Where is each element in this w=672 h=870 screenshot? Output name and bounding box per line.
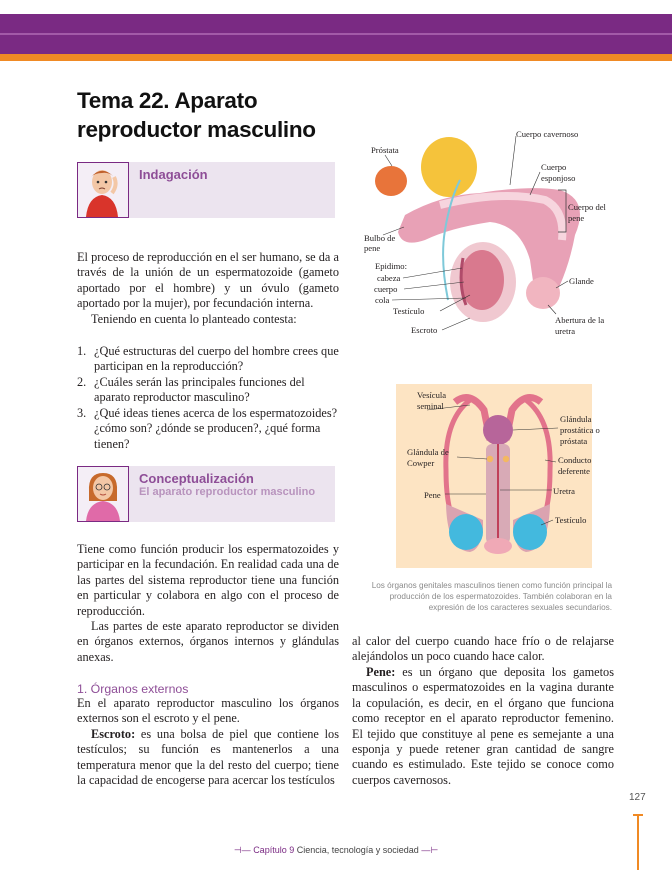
section-heading-organos-externos: 1. Órganos externos <box>77 682 189 696</box>
glans-shape <box>484 538 512 554</box>
label-testiculo: Testículo <box>393 306 425 316</box>
testis-right-shape <box>513 514 547 550</box>
label-conducto-deferente: Conducto <box>558 455 592 465</box>
label-cuerpo-cavernoso: Cuerpo cavernoso <box>516 129 579 139</box>
figure-caption: Los órganos genitales masculinos tienen como función principal la producción de los espermatozoides. También colaboran en la expresión de los caracteres sexuales secundarios. <box>371 581 612 612</box>
question-number: 3. <box>77 406 87 420</box>
conceptualizacion-heading: Conceptualización <box>139 471 254 486</box>
label-uretra: Uretra <box>553 486 575 496</box>
prostate-shape <box>483 415 513 445</box>
concept-paragraph-3: En el aparato reproductor masculino los órganos externos son el escroto y el pene. <box>77 696 339 726</box>
pene-text: es un órgano que deposita los gametos masculinos o espermatozoides en la vagina durante la copulación, es decir, en el órgano que funciona como receptor en el aparato reproductor femenino. El tejido que constituye al pene es semejante a una esponja y puede retener gran cantidad de sangre cuando es estimulado. Este tejido se conoce como cuerpos cavernosos. <box>352 665 614 787</box>
footer-title: Ciencia, tecnología y sociedad <box>294 845 419 855</box>
indagacion-intro: El proceso de reproducción en el ser humano, se da a través de la unión de un espermatozoide (gameto aportado por el hombre) y un óvulo (gameto aportado por la mujer), por fecundación interna. <box>77 250 339 311</box>
concept-paragraph-2: Las partes de este aparato reproductor se dividen en órganos externos, órganos internos y glándulas anexas. <box>77 619 339 664</box>
escroto-text: es una bolsa de piel que contiene los testículos; su función es mantenerlos a una temperatura menor que la del resto del cuerpo; tiene la capacidad de encogerse para acercar los testículos <box>77 727 339 788</box>
escroto-term: Escroto: <box>91 727 136 741</box>
question-text: ¿Cuáles serán las principales funciones del aparato reproductor masculino? <box>94 375 305 405</box>
question-number: 1. <box>77 344 87 358</box>
label-cabeza: cabeza <box>377 273 401 283</box>
question-number: 2. <box>77 375 87 389</box>
label-glandula-cowper: Glándula de <box>407 447 449 457</box>
question-text: ¿Qué ideas tienes acerca de los espermatozoides? ¿cómo son? ¿dónde se producen?, ¿qué forma tienen? <box>94 406 338 451</box>
right-paragraph-1: al calor del cuerpo cuando hace frío o de relajarse alejándolos un poco cuando hace calor. <box>352 634 614 664</box>
label-cuerpo-esponjoso: esponjoso <box>541 173 576 183</box>
label-cuerpo-del-pene: Cuerpo del <box>568 202 606 212</box>
label-glande: Glande <box>569 276 594 286</box>
label-cuerpo: cuerpo <box>374 284 398 294</box>
indagacion-prompt: Teniendo en cuenta lo planteado contesta: <box>91 312 297 326</box>
page-number: 127 <box>629 792 646 803</box>
cowper-gland-left <box>487 456 493 462</box>
label-prostata: Próstata <box>371 145 399 155</box>
label-conducto-deferente: deferente <box>558 466 590 476</box>
testis-left-shape <box>449 514 483 550</box>
label-glandula-prostatica: prostática o <box>560 425 600 435</box>
concept-paragraph-1: Tiene como función producir los espermatozoides y participar en la fecundación. En realidad cada una de las partes del sistema reproductor tiene una función en particular y colabora en algo con el proceso de reproducción. <box>77 542 339 618</box>
label-testiculo: Testículo <box>555 515 587 525</box>
footer-right-mark: —⊢ <box>421 845 439 855</box>
margin-line <box>637 815 639 870</box>
label-vesicula-seminal: seminal <box>417 401 444 411</box>
footer-chapter: Capítulo 9 <box>253 845 295 855</box>
label-glandula-prostatica: próstata <box>560 436 588 446</box>
footer <box>0 845 672 856</box>
label-glandula-prostatica: Glándula <box>560 414 592 424</box>
page-title: Tema 22. Aparato reproductor masculino <box>77 88 316 142</box>
conceptualizacion-subheading: El aparato reproductor masculino <box>139 486 316 498</box>
pene-term: Pene: <box>366 665 396 679</box>
label-bulbo-de-pene: Bulbo de <box>364 233 396 243</box>
question-text: ¿Qué estructuras del cuerpo del hombre crees que participan en la reproducción? <box>94 344 339 374</box>
label-abertura-uretra: Abertura de la <box>555 315 605 325</box>
label-cola: cola <box>375 295 390 305</box>
label-epidimo: Epidimo: <box>375 261 407 271</box>
label-pene: Pene <box>424 490 441 500</box>
cowper-gland-right <box>503 456 509 462</box>
footer-left-mark: ⊣— <box>233 845 251 855</box>
label-glandula-cowper: Cowper <box>407 458 435 468</box>
label-vesicula-seminal: Vesícula <box>417 390 447 400</box>
label-abertura-uretra: uretra <box>555 326 576 336</box>
indagacion-heading: Indagación <box>139 167 208 182</box>
label-cuerpo-esponjoso: Cuerpo <box>541 162 567 172</box>
label-cuerpo-del-pene: pene <box>568 213 585 223</box>
label-bulbo-de-pene: pene <box>364 243 381 253</box>
label-escroto: Escroto <box>411 325 438 335</box>
